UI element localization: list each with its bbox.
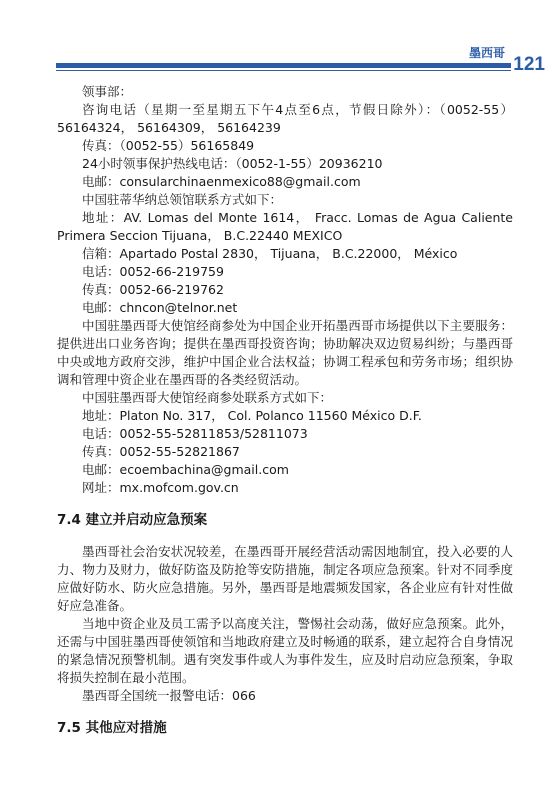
section-7-5-heading: 7.5 其他应对措施: [57, 720, 167, 736]
commerce-contact-heading: 中国驻墨西哥大使馆经商参处联系方式如下：: [82, 390, 333, 405]
tijuana-pobox: 信箱：Apartado Postal 2830， Tijuana， B.C.22000， México: [82, 246, 458, 261]
tijuana-phone: 电话：0052-66-219759: [82, 264, 224, 279]
header-rule-thin: [56, 70, 515, 71]
consular-hotline: 24小时领事保护热线电话：（0052-1-55）20936210: [82, 156, 383, 171]
section-7-4-heading: 7.4 建立并启动应急预案: [57, 512, 208, 528]
commerce-fax: 传真：0052-55-52821867: [82, 444, 240, 459]
page-number: 121: [513, 54, 545, 75]
commerce-services-paragraph: 中国驻墨西哥大使馆经商参处为中国企业开拓墨西哥市场提供以下主要服务：提供进出口业务咨询；提供在墨西哥投资咨询；协助解决双边贸易纠纷；与墨西哥中央或地方政府交涉，维护中国企业合法权益；协调工程承包和劳务市场；组织协调和管理中资企业在墨西哥的各类经贸活动。: [57, 318, 513, 387]
commerce-phone: 电话：0052-55-52811853/52811073: [82, 426, 308, 441]
running-header-title: 墨西哥: [468, 46, 505, 60]
tijuana-fax: 传真：0052-66-219762: [82, 282, 224, 297]
commerce-website: 网址：mx.mofcom.gov.cn: [82, 480, 239, 495]
emergency-number: 墨西哥全国统一报警电话：066: [82, 688, 256, 703]
page-body: [57, 83, 513, 751]
header-rule: [56, 63, 515, 68]
tijuana-email: 电邮：chncon@telnor.net: [82, 300, 238, 315]
consular-email: 电邮：consularchinaenmexico88@gmail.com: [82, 174, 361, 189]
section-7-4-paragraph-2: 当地中资企业及员工需予以高度关注，警惕社会动荡，做好应急预案。此外，还需与中国驻墨西哥使领馆和当地政府建立及时畅通的联系，建立起符合自身情况的紧急情况预警机制。遇有突发事件或人为事件发生，应及时启动应急预案，争取将损失控制在最小范围。: [57, 616, 513, 685]
commerce-address: 地址：Platon No. 317， Col. Polanco 11560 México D.F.: [82, 408, 422, 423]
consular-phone: 咨询电话（星期一至星期五下午4点至6点，节假日除外）：（0052-55）56164324， 56164309， 56164239: [57, 102, 513, 135]
consular-fax: 传真：（0052-55）56165849: [82, 138, 255, 153]
tijuana-address: 地址：AV. Lomas del Monte 1614， Fracc. Lomas de Agua Caliente Primera Seccion Tijuana， B.C.22440 MEXICO: [57, 210, 513, 243]
commerce-email: 电邮：ecoembachina@gmail.com: [82, 462, 289, 477]
section-7-4-paragraph-1: 墨西哥社会治安状况较差，在墨西哥开展经营活动需因地制宜，投入必要的人力、物力及财力，做好防盗及防抢等安防措施，制定各项应急预案。针对不同季度应做好防水、防火应急措施。另外，墨西哥是地震频发国家，各企业应有针对性做好应急准备。: [57, 544, 513, 613]
consular-heading: 领事部：: [82, 84, 133, 99]
tijuana-heading: 中国驻蒂华纳总领馆联系方式如下：: [82, 192, 283, 207]
